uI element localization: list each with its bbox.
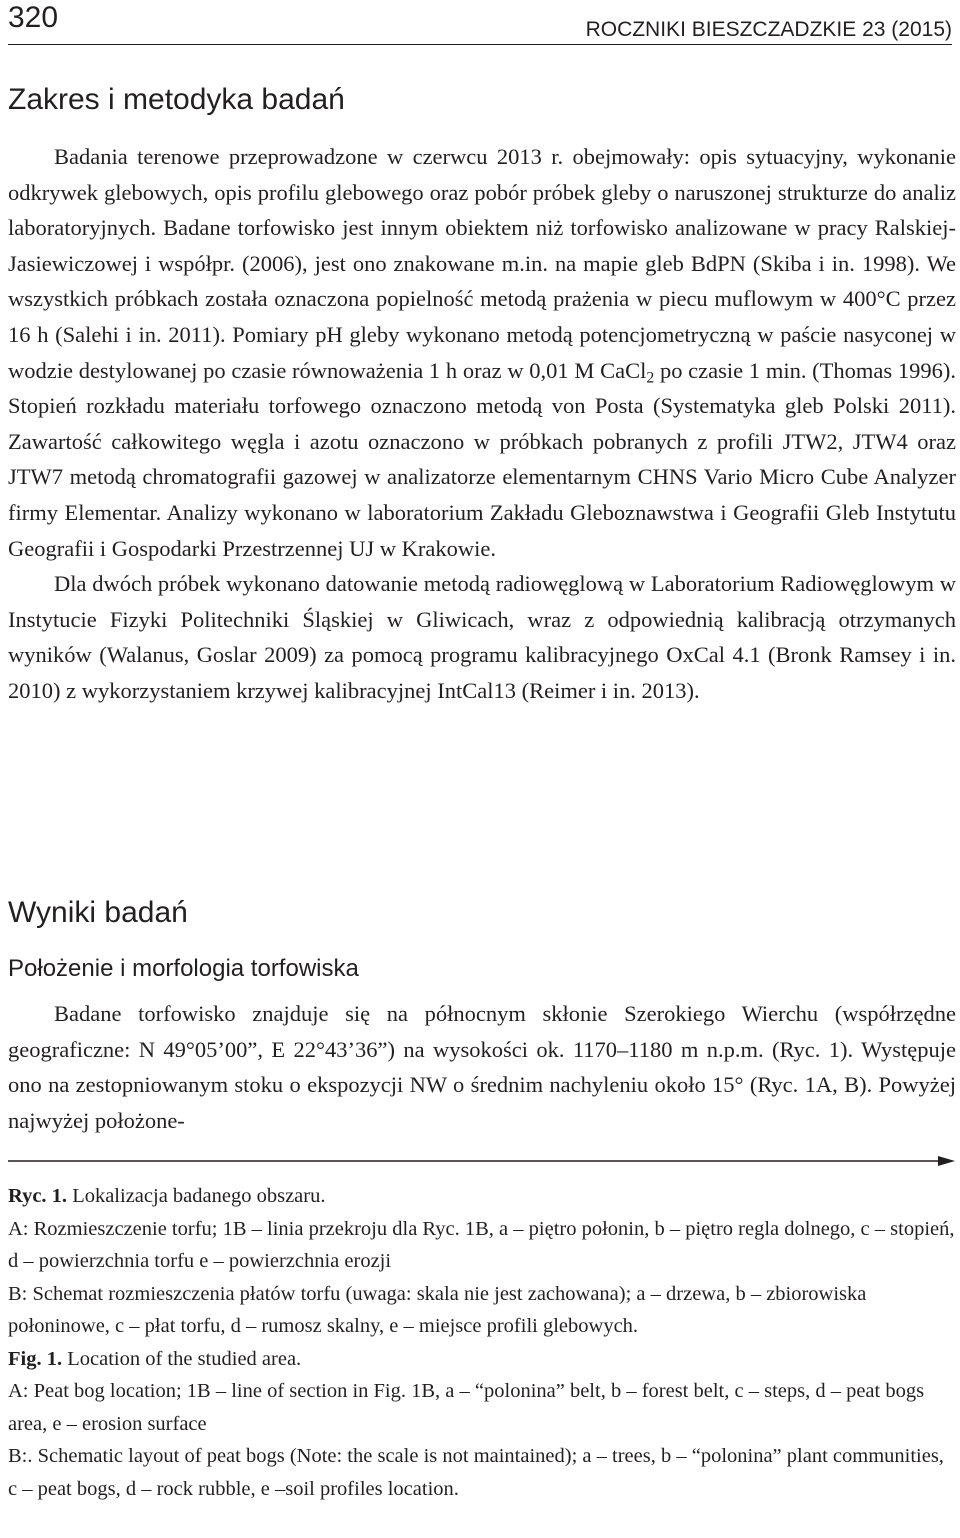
- section-title-results: Wyniki badań: [8, 896, 188, 929]
- caption-en-title-text: Location of the studied area.: [62, 1347, 302, 1370]
- subsection-title-location: Położenie i morfologia torfowiska: [8, 955, 359, 982]
- header-rule: [8, 44, 952, 45]
- caption-en-label: Fig. 1.: [8, 1347, 63, 1370]
- methods-paragraph-2: Dla dwóch próbek wykonano datowanie metodą radiowęglową w Laboratorium Radiowęglowym w Instytucie Fizyki Politechniki Śląskiej w Gliwicach, wraz z odpowiednią kalibracją otrzymanych wyników (Walanus, Goslar 2009) za pomocą programu kalibracyjnego OxCal 4.1 (Bronk Ramsey i in. 2010) z wykorzystaniem krzywej kalibracyjnej IntCal13 (Reimer i in. 2013).: [8, 571, 956, 703]
- arrow-right-icon: [8, 1153, 956, 1169]
- caption-en-a: A: Peat bog location; 1B – line of section in Fig. 1B, a – “polonina” belt, b – forest belt, c – steps, d – peat bogs area, e – erosion surface: [8, 1380, 925, 1435]
- caption-pl-title-text: Lokalizacja badanego obszaru.: [67, 1185, 326, 1207]
- caption-pl-b: B: Schemat rozmieszczenia płatów torfu (uwaga: skala nie jest zachowana); a – drzewa, b – zbiorowiska połoninowe, c – płat torfu, d – rumosz skalny, e – miejsce profili glebowych.: [8, 1282, 867, 1337]
- figure-caption: [8, 1180, 958, 1505]
- methods-para1-text-b: po czasie 1 min. (Thomas 1996). Stopień rozkładu materiału torfowego oznaczono metodą von Posta (Systematyka gleb Polski 2011). Zawartość całkowitego węgla i azotu oznaczono w próbkach pobranych z profili JTW2, JTW4 oraz JTW7 metodą chromatografii gazowej w analizatorze elementarnym CHNS Vario Micro Cube Analyzer firmy Elementar. Analizy wykonano w laboratorium Zakładu Gleboznawstwa i Geografii Gleb Instytutu Geografii i Gospodarki Przestrzennej UJ w Krakowie.: [8, 357, 956, 561]
- caption-en-title: [8, 1343, 958, 1376]
- methods-paragraph-1: [8, 139, 956, 566]
- results-paragraph-1: Badane torfowisko znajduje się na północnym skłonie Szerokiego Wierchu (współrzędne geograficzne: N 49°05’00”, E 22°43’36”) na wysokości ok. 1170–1180 m n.p.m. (Ryc. 1). Występuje ono na zestopniowanym stoku o ekspozycji NW o średnim nachyleniu około 15° (Ryc. 1A, B). Powyżej najwyżej położone-: [8, 1001, 956, 1133]
- journal-title: ROCZNIKI BIESZCZADZKIE 23 (2015): [585, 18, 952, 41]
- page-header: [0, 0, 960, 60]
- caption-pl-title: [8, 1180, 958, 1213]
- methods-body: [8, 139, 956, 709]
- methods-para1-text-a: Badania terenowe przeprowadzone w czerwcu 2013 r. obejmowały: opis sytuacyjny, wykonanie odkrywek glebowych, opis profilu glebowego oraz pobór próbek gleby o naruszonej strukturze do analiz laboratoryjnych. Badane torfowisko jest innym obiektem niż torfowisko analizowane w pracy Ralskiej-Jasiewiczowej i współpr. (2006), jest ono znakowane m.in. na mapie gleb BdPN (Skiba i in. 1998). We wszystkich próbkach została oznaczona popielność metodą prażenia w piecu muflowym w 400°C przez 16 h (Salehi i in. 2011). Pomiary pH gleby wykonano metodą potencjometryczną w paście nasyconej w wodzie destylowanej po czasie równoważenia 1 h oraz w 0,01 M CaCl: [8, 144, 956, 383]
- results-body: [8, 996, 956, 1138]
- caption-pl-label: Ryc. 1.: [8, 1185, 68, 1207]
- section-title-methods: Zakres i metodyka badań: [8, 83, 345, 116]
- cacl2-subscript: 2: [646, 369, 655, 387]
- figure-arrow: [8, 1153, 956, 1169]
- caption-en-b: B:. Schematic layout of peat bogs (Note: the scale is not maintained); a – trees, b – “polonina” plant communities, c – peat bogs, d – rock rubble, e –soil profiles location.: [8, 1445, 944, 1500]
- page-number: 320: [8, 1, 59, 34]
- caption-pl-a: A: Rozmieszczenie torfu; 1B – linia przekroju dla Ryc. 1B, a – piętro połonin, b – piętro regla dolnego, c – stopień, d – powierzchnia torfu e – powierzchnia erozji: [8, 1217, 955, 1272]
